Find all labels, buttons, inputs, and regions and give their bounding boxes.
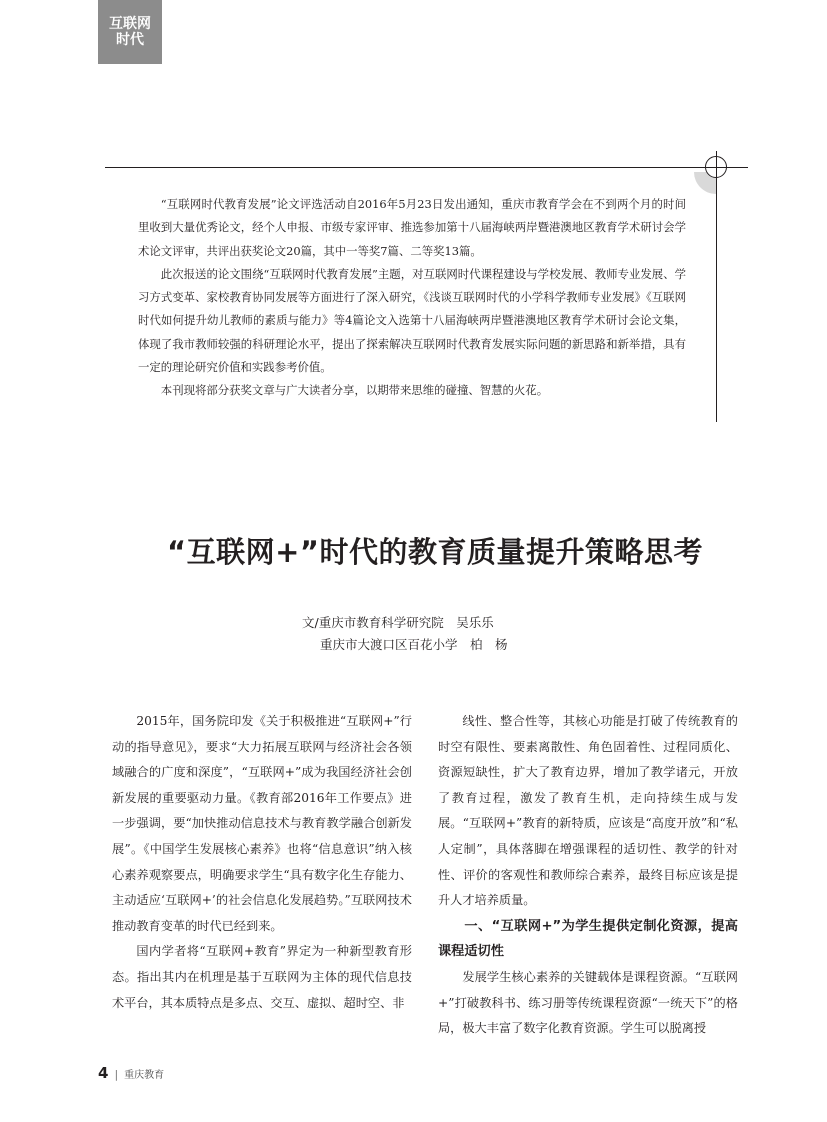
editorial-paragraph-3: 本刊现将部分获奖文章与广大读者分享，以期带来思维的碰撞、智慧的火花。 bbox=[160, 383, 549, 398]
body-paragraph: 线性、整合性等，其核心功能是打破了传统教育的时空有限性、要素离散性、角色固着性、过程同质化、资源短缺性，扩大了教育边界，增加了教学诸元，开放了教育过程，激发了教育生机，走向持续生成与发展。“互联网+”教育的新特质，应该是“高度开放”和“私人定制”，具体落脚在增强课程的适切性、教学的针对性、评价的客观性和教师综合素养，最终目标应该是提升人才培养质量。 bbox=[438, 714, 738, 908]
article-title: “互联网+”时代的教育质量提升策略思考 bbox=[167, 535, 703, 569]
section-tag bbox=[98, 0, 162, 64]
editorial-paragraph-2: 此次报送的论文围绕“互联网时代教育发展”主题，对互联网时代课程建设与学校发展、教师专业发展、学习方式变革、家校教育协同发展等方面进行了深入研究，《浅谈互联网时代的小学科学教师专业发展》《互联网时代如何提升幼儿教师的素质与能力》等4篇论文入选第十八届海峡两岸暨港澳地区教育学术研讨会论文集，体现了我市教师较强的科研理论水平，提出了探索解决互联网时代教育发展实际问题的新思路和新举措，具有一定的理论研究价值和实践参考价值。 bbox=[138, 266, 686, 375]
page-footer bbox=[98, 1064, 164, 1082]
horizontal-rule bbox=[105, 167, 748, 168]
byline bbox=[302, 612, 508, 656]
crosshair-circle-icon bbox=[705, 156, 727, 178]
body-paragraph: 2015年，国务院印发《关于积极推进“互联网+”行动的指导意见》，要求“大力拓展互联网与经济社会各领域融合的广度和深度”，“互联网+”成为我国经济社会创新发展的重要驱动力量。《教育部2016年工作要点》进一步强调，要“加快推动信息技术与教育教学融合创新发展”。《中国学生发展核心素养》也将“信息意识”纳入核心素养观察要点，明确要求学生“具有数字化生存能力、主动适应‘互联网+’的社会信息化发展趋势。”互联网技术推动教育变革的时代已经到来。 bbox=[112, 714, 412, 933]
vertical-rule bbox=[716, 176, 717, 422]
section-tag-line2: 时代 bbox=[116, 32, 144, 48]
footer-separator: | bbox=[114, 1068, 119, 1081]
editorial-note bbox=[138, 193, 686, 403]
section-heading: 一、“互联网+”为学生提供定制化资源，提高课程适切性 bbox=[438, 918, 738, 960]
right-column bbox=[438, 709, 738, 1042]
magazine-name: 重庆教育 bbox=[124, 1070, 165, 1081]
page-number: 4 bbox=[98, 1064, 109, 1082]
byline-author-1: 文/重庆市教育科学研究院 吴乐乐 bbox=[302, 615, 494, 630]
body-paragraph: 国内学者将“互联网+教育”界定为一种新型教育形态。指出其内在机理是基于互联网为主体的现代信息技术平台，其本质特点是多点、交互、虚拟、超时空、非 bbox=[112, 944, 412, 1010]
editorial-paragraph-1: “互联网时代教育发展”论文评选活动自2016年5月23日发出通知，重庆市教育学会在不到两个月的时间里收到大量优秀论文，经个人申报、市级专家评审、推选参加第十八届海峡两岸暨港澳地区教育学术研讨会学术论文评审，共评出获奖论文20篇，其中一等奖7篇、二等奖13篇。 bbox=[138, 197, 686, 258]
byline-author-2: 重庆市大渡口区百花小学 柏 杨 bbox=[320, 637, 508, 652]
left-column bbox=[112, 709, 412, 1016]
body-paragraph: 发展学生核心素养的关键载体是课程资源。“互联网+”打破教科书、练习册等传统课程资源“一统天下”的格局，极大丰富了数字化教育资源。学生可以脱离授 bbox=[438, 969, 738, 1036]
section-tag-line1: 互联网 bbox=[109, 16, 151, 32]
